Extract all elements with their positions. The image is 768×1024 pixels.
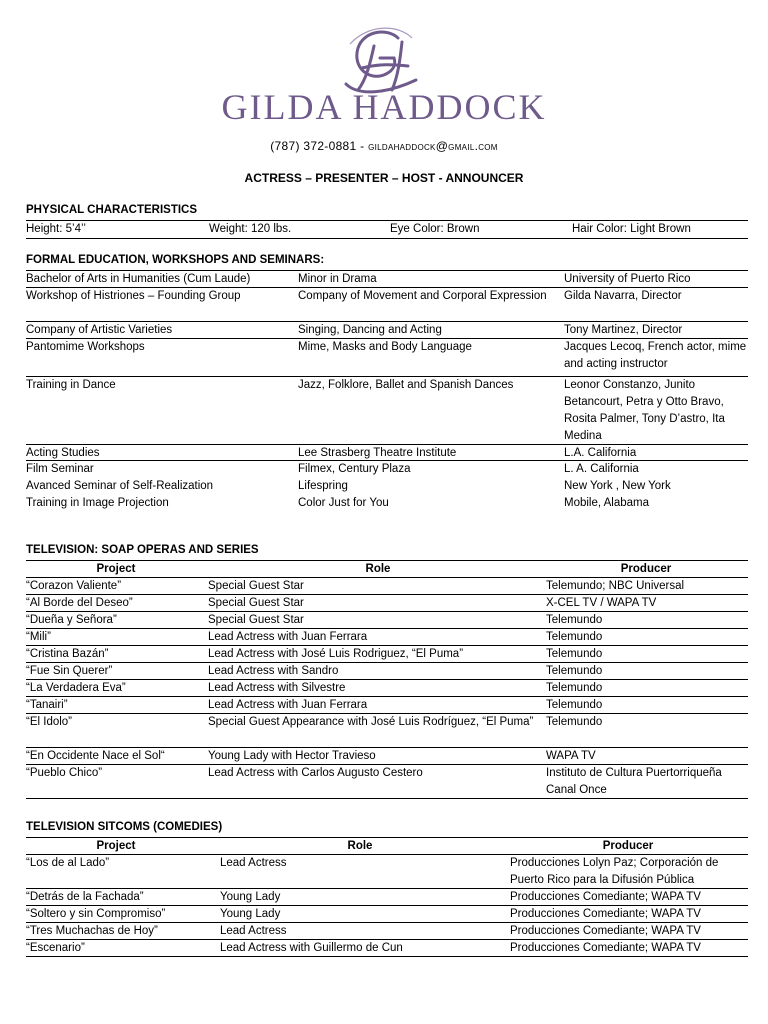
table-cell: “Mili” [26,631,51,643]
table-cell: Telemundo [546,699,603,711]
table-cell: “Al Borde del Deseo” [26,597,133,609]
sitcoms-section-title: TELEVISION SITCOMS (COMEDIES) [26,821,223,833]
table-cell: Lead Actress with Juan Ferrara [208,699,368,711]
physical-section-title: PHYSICAL CHARACTERISTICS [26,204,198,216]
table-cell: Jazz, Folklore, Ballet and Spanish Dances [298,379,514,391]
table-cell: Producciones Comediante; WAPA TV [510,942,701,954]
table-cell: X-CEL TV / WAPA TV [546,597,657,609]
table-cell: Telemundo [546,614,603,626]
producer-header: Producer [602,840,654,852]
table-cell: Producciones Comediante; WAPA TV [510,925,701,937]
table-cell: Instituto de Cultura Puertorriqueña Canal Once [546,767,722,796]
table-cell: “La Verdadera Eva” [26,682,126,694]
table-cell: “Pueblo Chico” [26,767,103,779]
table-cell: Producciones Comediante; WAPA TV [510,908,701,920]
table-cell: Tony Martinez, Director [564,324,683,336]
table-cell: Avanced Seminar of Self-Realization [26,480,214,492]
table-cell: Company of Artistic Varieties [26,324,173,336]
table-cell: Lead Actress with Juan Ferrara [208,631,368,643]
table-cell: “El Idolo” [26,716,73,728]
table-cell: Producciones Lolyn Paz; Corporación de Puerto Rico para la Difusión Pública [510,857,719,886]
table-cell: Young Lady with Hector Travieso [208,750,376,762]
table-cell: Telemundo [546,648,603,660]
candidate-name: GILDA HADDOCK [221,87,547,127]
tv-section-title: TELEVISION: SOAP OPERAS AND SERIES [26,544,259,556]
professional-tagline: ACTRESS – PRESENTER – HOST - ANNOUNCER [244,171,524,185]
table-cell: L. A. California [564,463,639,475]
table-cell: “Tanairi” [26,699,68,711]
table-cell: Telemundo [546,716,603,728]
eye-color-value: Eye Color: Brown [390,223,480,235]
table-cell: Special Guest Star [208,597,304,609]
table-cell: L.A. California [564,447,637,459]
contact-line [0,139,768,153]
role-header: Role [365,563,391,575]
table-cell: Jacques Lecoq, French actor, mime and acting instructor [564,341,747,370]
table-cell: Bachelor of Arts in Humanities (Cum Laude) [26,273,251,285]
table-cell: Leonor Constanzo, Junito Betancourt, Petra y Otto Bravo, Rosita Palmer, Tony D’astro, Ita Medina [564,379,725,442]
table-cell: “Dueña y Señora” [26,614,117,626]
table-cell: Lee Strasberg Theatre Institute [298,447,457,459]
table-cell: Gilda Navarra, Director [564,290,682,302]
table-cell: “Los de al Lado” [26,857,110,869]
table-cell: Producciones Comediante; WAPA TV [510,891,701,903]
table-cell: “Fue Sin Querer” [26,665,113,677]
table-cell: Young Lady [220,891,281,903]
table-cell: “Cristina Bazán” [26,648,109,660]
weight-value: Weight: 120 lbs. [209,223,292,235]
project-header: Project [96,840,136,852]
divider [26,238,748,239]
divider [26,956,748,957]
table-cell: Lead Actress [220,925,287,937]
table-cell: Acting Studies [26,447,100,459]
table-cell: Mime, Masks and Body Language [298,341,472,353]
table-cell: Workshop of Histriones – Founding Group [26,290,241,302]
table-cell: Lead Actress with Guillermo de Cun [220,942,403,954]
table-cell: Special Guest Appearance with José Luis Rodríguez, “El Puma” [208,716,534,728]
table-cell: Mobile, Alabama [564,497,650,509]
hair-color-value: Hair Color: Light Brown [572,223,691,235]
table-cell: Telemundo [546,682,603,694]
table-cell: Film Seminar [26,463,94,475]
table-cell: Lead Actress [220,857,287,869]
producer-header: Producer [620,563,672,575]
height-value: Height: 5’4’’ [26,223,86,235]
table-cell: Lead Actress with Carlos Augusto Cestero [208,767,423,779]
table-cell: “Detrás de la Fachada” [26,891,144,903]
table-cell: Color Just for You [298,497,389,509]
table-cell: Telemundo [546,665,603,677]
table-cell: Pantomime Workshops [26,341,145,353]
table-cell: Lifespring [298,480,348,492]
table-cell: Young Lady [220,908,281,920]
table-cell: Special Guest Star [208,580,304,592]
table-cell: “En Occidente Nace el Sol“ [26,750,165,762]
table-cell: Special Guest Star [208,614,304,626]
contact-separator: - [360,139,365,153]
table-cell: “Escenario” [26,942,85,954]
table-cell: Company of Movement and Corporal Expression [298,290,547,302]
table-cell: WAPA TV [546,750,596,762]
table-cell: Singing, Dancing and Acting [298,324,442,336]
table-cell: Filmex, Century Plaza [298,463,411,475]
table-cell: Minor in Drama [298,273,377,285]
email-link[interactable]: gildahaddock@gmail.com [368,139,498,153]
table-cell: Telemundo [546,631,603,643]
table-cell: New York , New York [564,480,671,492]
phone-number: (787) 372-0881 [270,139,357,153]
table-cell: Telemundo; NBC Universal [546,580,685,592]
table-cell: Lead Actress with José Luis Rodriguez, “El Puma” [208,648,464,660]
table-cell: “Corazon Valiente” [26,580,122,592]
project-header: Project [96,563,136,575]
role-header: Role [347,840,373,852]
table-cell: University of Puerto Rico [564,273,691,285]
table-cell: Training in Image Projection [26,497,169,509]
education-section-title: FORMAL EDUCATION, WORKSHOPS AND SEMINARS: [26,254,325,266]
divider [26,798,748,799]
table-cell: Lead Actress with Silvestre [208,682,346,694]
table-cell: Lead Actress with Sandro [208,665,339,677]
table-cell: “Soltero y sin Compromiso” [26,908,166,920]
table-cell: Training in Dance [26,379,116,391]
table-cell: “Tres Muchachas de Hoy” [26,925,158,937]
